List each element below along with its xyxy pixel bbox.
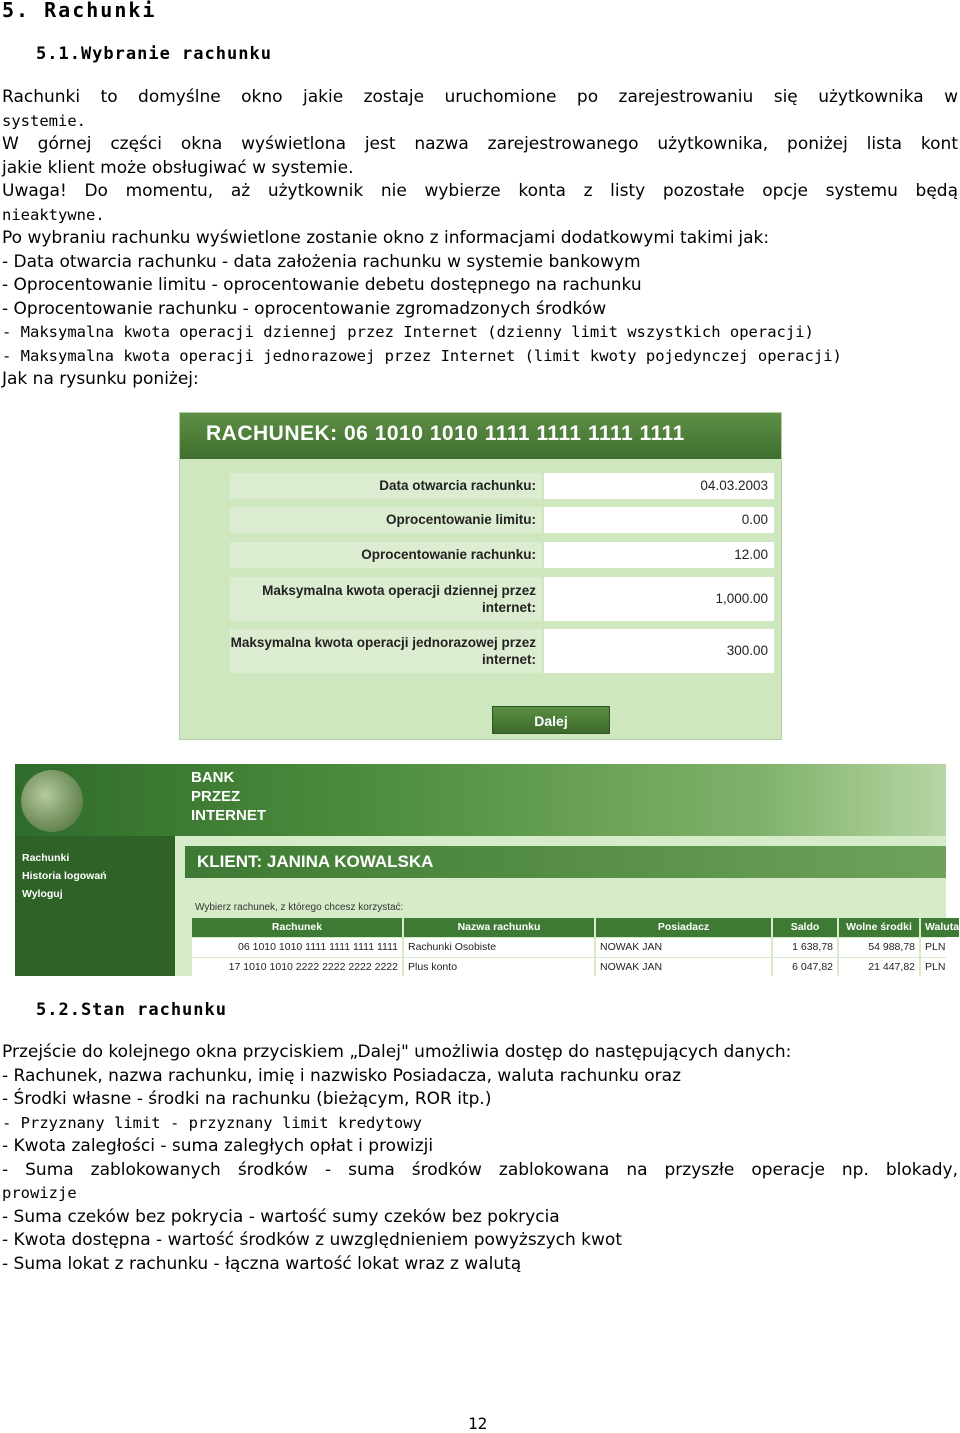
detail-label: Oprocentowanie rachunku:	[230, 542, 542, 568]
table-cell: NOWAK JAN	[596, 938, 771, 957]
text-line: - Maksymalna kwota operacji jednorazowej przez Internet (limit kwoty pojedynczej operacji)	[2, 346, 842, 365]
text-line: - Kwota dostępna - wartość środków z uwzględnieniem powyższych kwot	[2, 1230, 623, 1250]
text-line: - Przyznany limit - przyznany limit kredytowy	[2, 1113, 422, 1132]
brand-line: PRZEZ	[191, 788, 241, 805]
table-cell[interactable]: 17 1010 1010 2222 2222 2222 2222	[192, 958, 402, 977]
intro-text	[2, 86, 958, 392]
text-line: - Oprocentowanie limitu - oprocentowanie debetu dostępnego na rachunku	[2, 275, 642, 295]
detail-value: 1,000.00	[544, 577, 774, 621]
detail-label: Maksymalna kwota operacji dziennej przez internet:	[230, 577, 542, 621]
account-header	[180, 413, 781, 459]
sidebar	[15, 836, 175, 976]
nav-item-historia[interactable]: Historia logowań	[22, 870, 107, 882]
text-line: prowizje	[2, 1184, 77, 1202]
bank-brand	[191, 768, 266, 825]
text-line: - Oprocentowanie rachunku - oprocentowanie zgromadzonych środków	[2, 298, 607, 319]
text-line: - Suma zablokowanych środków - suma środków zablokowana na przyszłe operacje np. blokady,	[2, 1159, 958, 1180]
table-cell: PLN	[921, 938, 959, 957]
nav-item-rachunki[interactable]: Rachunki	[22, 852, 70, 864]
table-cell: 21 447,82	[839, 958, 919, 977]
subsection-title-stan: 5.2.Stan rachunku	[36, 1000, 227, 1020]
text-line: - Data otwarcia rachunku - data założenia rachunku w systemie bankowym	[2, 251, 641, 272]
text-line: Po wybraniu rachunku wyświetlone zostanie okno z informacjami dodatkowymi takimi jak:	[2, 228, 770, 248]
table-cell: 1 638,78	[773, 938, 837, 957]
text-line: - Środki własne - środki na rachunku (bieżącym, ROR itp.)	[2, 1089, 492, 1109]
text-line: W górnej części okna wyświetlona jest nazwa zarejestrowanego użytkownika, poniżej lista kont	[2, 134, 958, 154]
col-header: Rachunek	[192, 918, 402, 937]
brand-line: INTERNET	[191, 807, 266, 824]
table-cell[interactable]: 06 1010 1010 1111 1111 1111 1111	[192, 938, 402, 957]
brand-line: BANK	[191, 769, 235, 786]
text-line: systemie.	[2, 111, 86, 130]
stan-text	[2, 1041, 958, 1276]
text-line: jakie klient może obsługiwać w systemie.	[2, 157, 354, 178]
table-cell: 6 047,82	[773, 958, 837, 977]
table-cell: PLN	[921, 958, 959, 977]
bank-banner	[15, 764, 946, 836]
coin-logo-icon	[21, 770, 83, 832]
page-number: 12	[468, 1414, 488, 1433]
table-cell: NOWAK JAN	[596, 958, 771, 977]
table-cell: 54 988,78	[839, 938, 919, 957]
text-line: Przejście do kolejnego okna przyciskiem „Dalej" umożliwia dostęp do następujących danych:	[2, 1042, 792, 1062]
detail-value: 0.00	[544, 507, 774, 533]
account-details-screenshot	[179, 412, 782, 740]
text-line: - Kwota zaległości - suma zaległych opłat i prowizji	[2, 1136, 434, 1156]
select-prompt: Wybierz rachunek, z którego chcesz korzystać:	[195, 902, 404, 913]
nav-item-wyloguj[interactable]: Wyloguj	[22, 888, 63, 900]
col-header: Waluta	[921, 918, 959, 937]
client-name: KLIENT: JANINA KOWALSKA	[197, 852, 434, 871]
table-cell[interactable]: Plus konto	[404, 958, 594, 977]
text-line: - Maksymalna kwota operacji dziennej przez Internet (dzienny limit wszystkich operacji)	[2, 323, 814, 341]
col-header: Posiadacz	[596, 918, 771, 937]
col-header: Saldo	[773, 918, 837, 937]
detail-value: 300.00	[544, 629, 774, 673]
col-header: Wolne środki	[839, 918, 919, 937]
col-header: Nazwa rachunku	[404, 918, 594, 937]
detail-value: 04.03.2003	[544, 473, 774, 499]
text-line: Uwaga! Do momentu, aż użytkownik nie wybierze konta z listy pozostałe opcje systemu będą	[2, 181, 958, 201]
subsection-title-wybranie: 5.1.Wybranie rachunku	[36, 44, 272, 64]
detail-label: Oprocentowanie limitu:	[230, 507, 542, 533]
account-selection-screenshot	[15, 764, 960, 976]
account-title: RACHUNEK: 06 1010 1010 1111 1111 1111 1111	[206, 422, 685, 445]
detail-label: Maksymalna kwota operacji jednorazowej przez internet:	[230, 629, 542, 673]
table-cell[interactable]: Rachunki Osobiste	[404, 938, 594, 957]
section-title: 5. Rachunki	[2, 0, 157, 22]
next-button[interactable]: Dalej	[492, 706, 610, 734]
text-line: - Rachunek, nazwa rachunku, imię i nazwisko Posiadacza, waluta rachunku oraz	[2, 1065, 681, 1086]
text-line: - Suma czeków bez pokrycia - wartość sumy czeków bez pokrycia	[2, 1206, 560, 1227]
client-bar	[185, 846, 946, 878]
text-line: nieaktywne.	[2, 205, 105, 224]
detail-label: Data otwarcia rachunku:	[230, 473, 542, 499]
text-line: Rachunki to domyślne okno jakie zostaje uruchomione po zarejestrowaniu się użytkownika w	[2, 87, 958, 107]
detail-value: 12.00	[544, 542, 774, 568]
text-line: - Suma lokat z rachunku - łączna wartość lokat wraz z walutą	[2, 1253, 522, 1274]
text-line: Jak na rysunku poniżej:	[2, 369, 199, 389]
